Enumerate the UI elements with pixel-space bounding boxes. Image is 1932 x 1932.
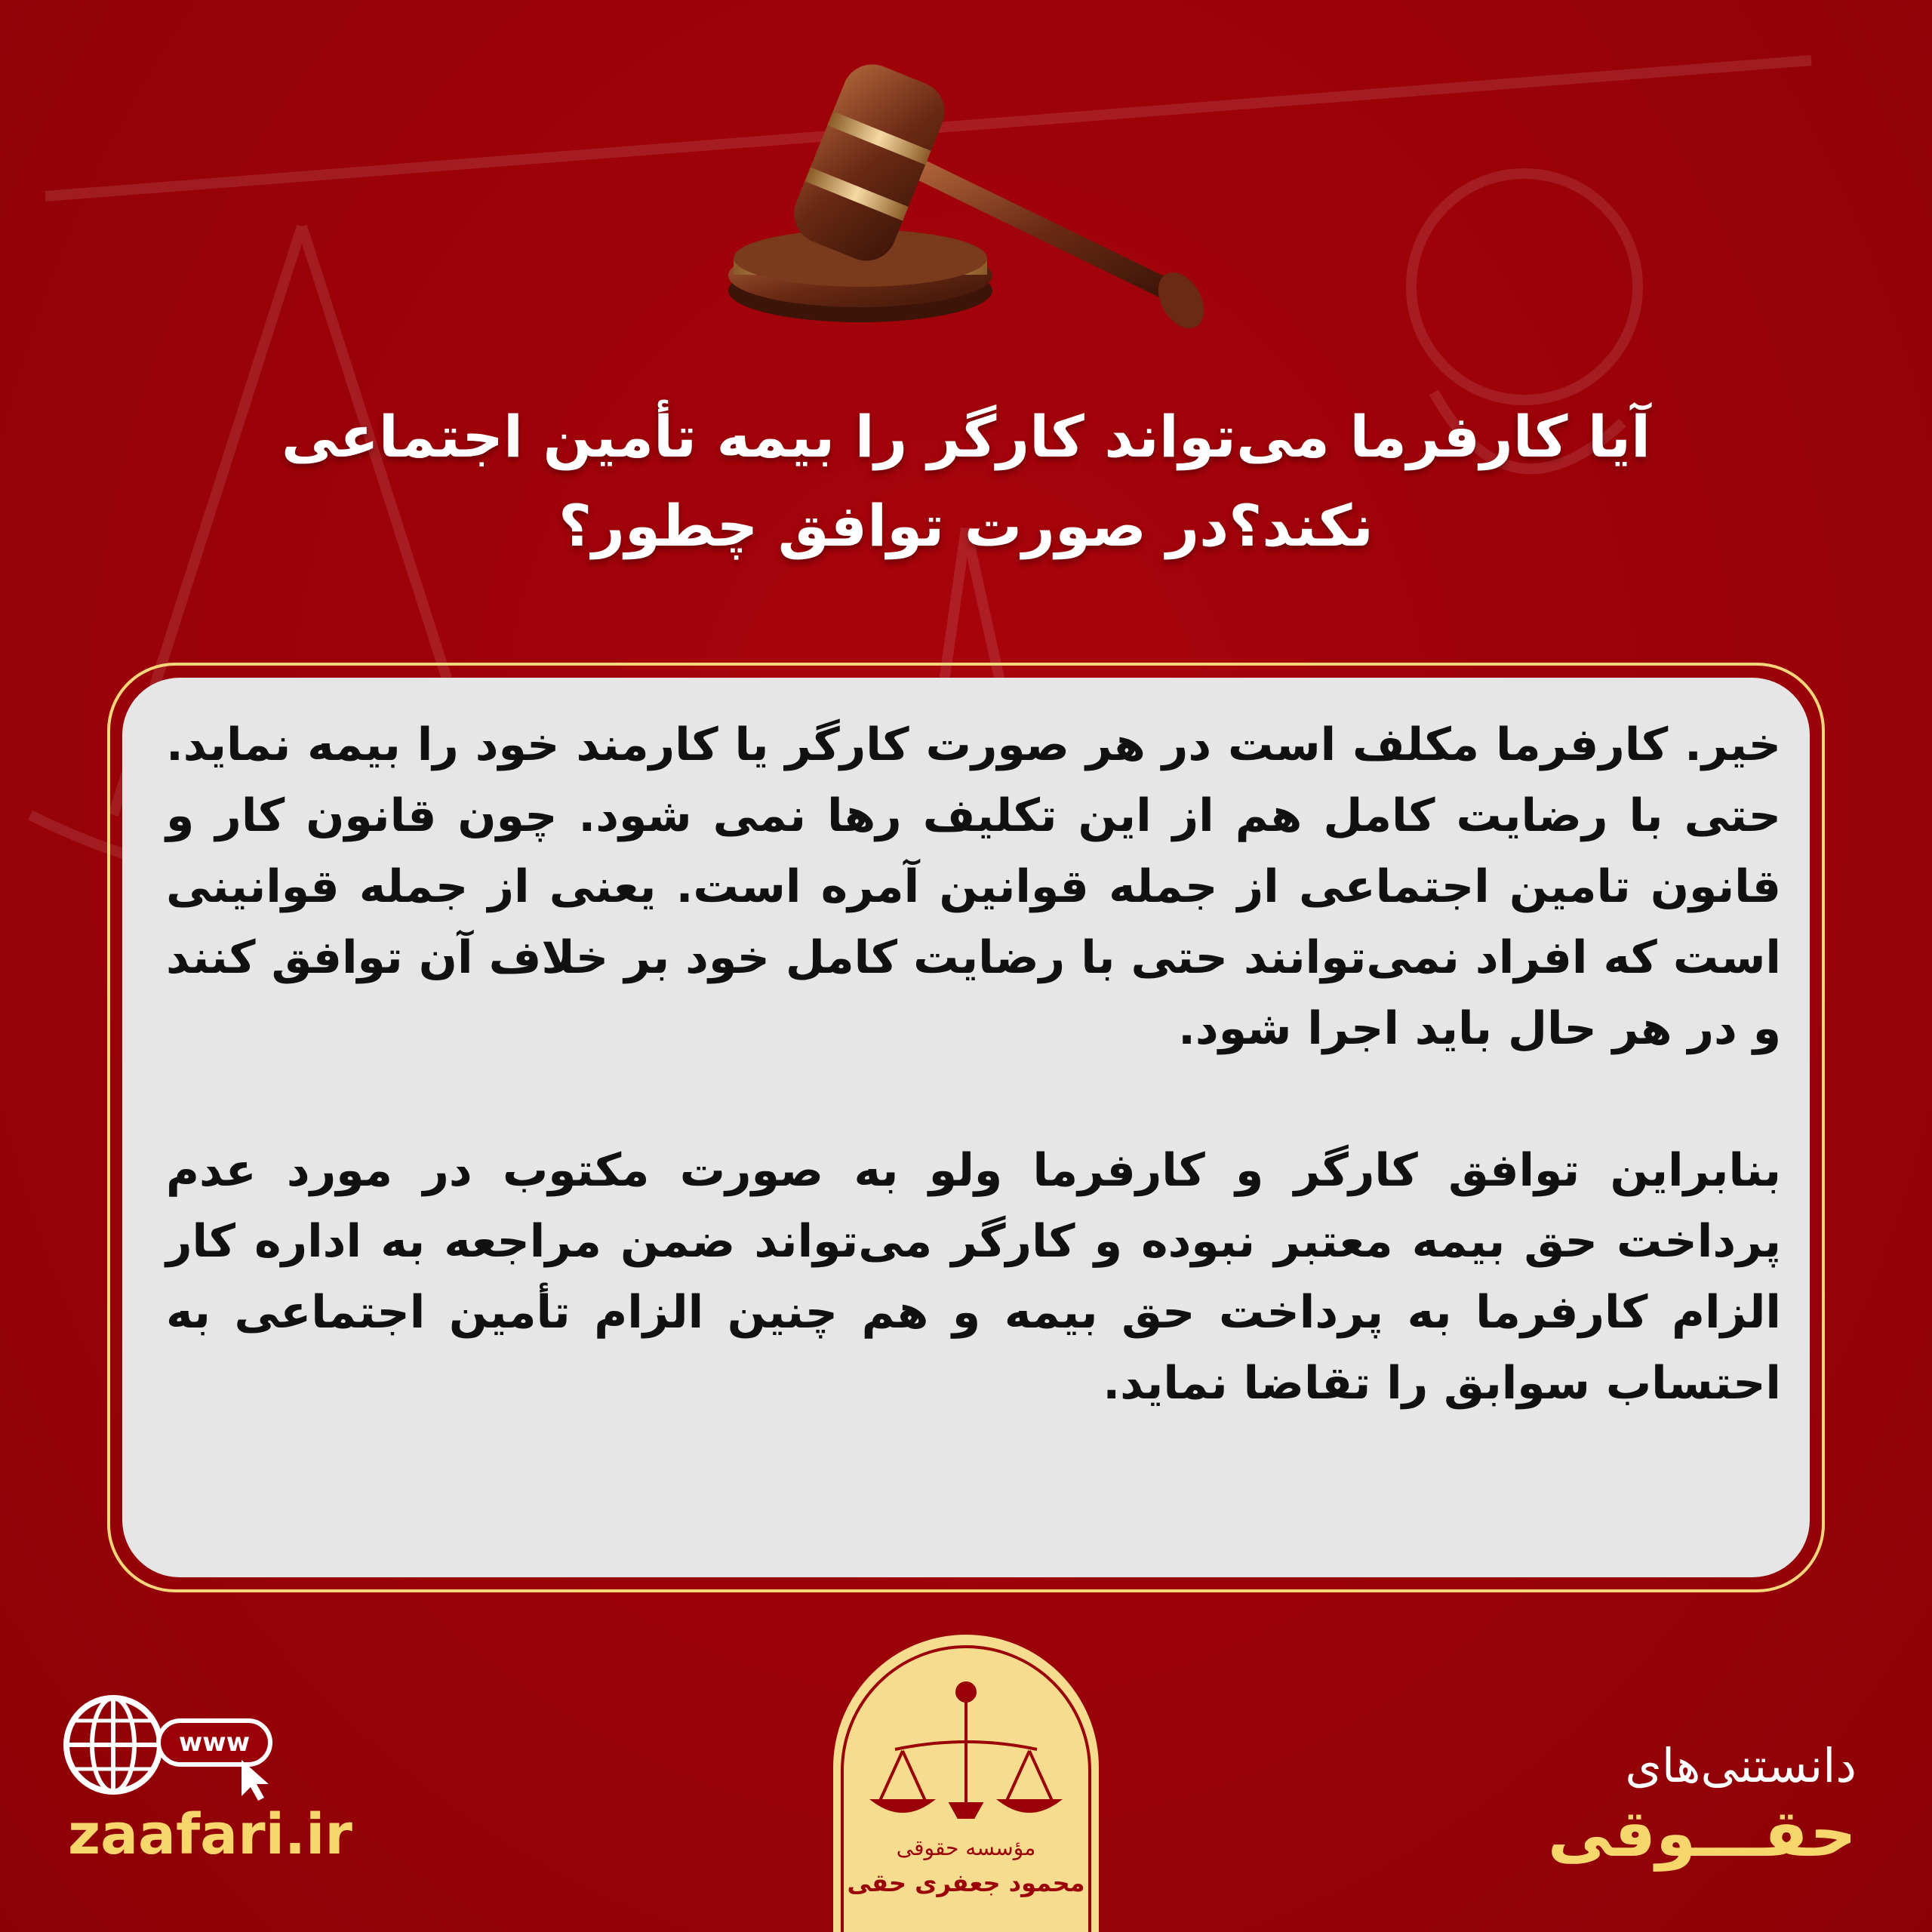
paragraph-1: خیر. کارفرما مکلف است در هر صورت کارگر یا کارمند خود را بیمه نماید. حتی با رضایت کامل هم از این تکلیف رها نمی شود. چون قانون کار و قانون تامین اجتماعی از جمله قوانین آمره است. یعنی از جمله قوانینی است که افراد نمی‌توانند حتی با رضایت کامل خود بر خلاف آن توافق کنند و در هر حال باید اجرا شود. (166, 718, 1781, 1055)
title-line-1: آیا کارفرما می‌تواند کارگر را بیمه تأمین اجتماعی (281, 403, 1651, 470)
paragraph-2: بنابراین توافق کارگر و کارفرما ولو به صورت مکتوب در مورد عدم پرداخت حق بیمه معتبر نبوده و کارگر می‌تواند ضمن مراجعه به اداره کار الزام کارفرما به پرداخت حق بیمه و هم چنین الزام تأمین اجتماعی به احتساب سوابق را تقاضا نماید. (166, 1144, 1781, 1410)
content-text (166, 709, 1781, 1419)
page-title (181, 392, 1751, 571)
website-link[interactable]: zaafari.ir (68, 1802, 352, 1867)
seal-text-1: مؤسسه حقوقی (896, 1835, 1036, 1860)
brand-line-2: حقـــوقی (1547, 1796, 1857, 1872)
gavel-icon (724, 60, 1223, 332)
globe-icon (60, 1690, 279, 1804)
brand-line-1: دانستنی‌های (1625, 1738, 1857, 1793)
cursor-icon (242, 1760, 269, 1801)
www-label: www (178, 1727, 251, 1758)
seal-logo (827, 1629, 1105, 1932)
title-line-2: نکند؟در صورت توافق چطور؟ (558, 492, 1374, 559)
seal-text-2: محمود جعفری حقی (847, 1869, 1085, 1897)
brand-logo (1540, 1736, 1857, 1872)
